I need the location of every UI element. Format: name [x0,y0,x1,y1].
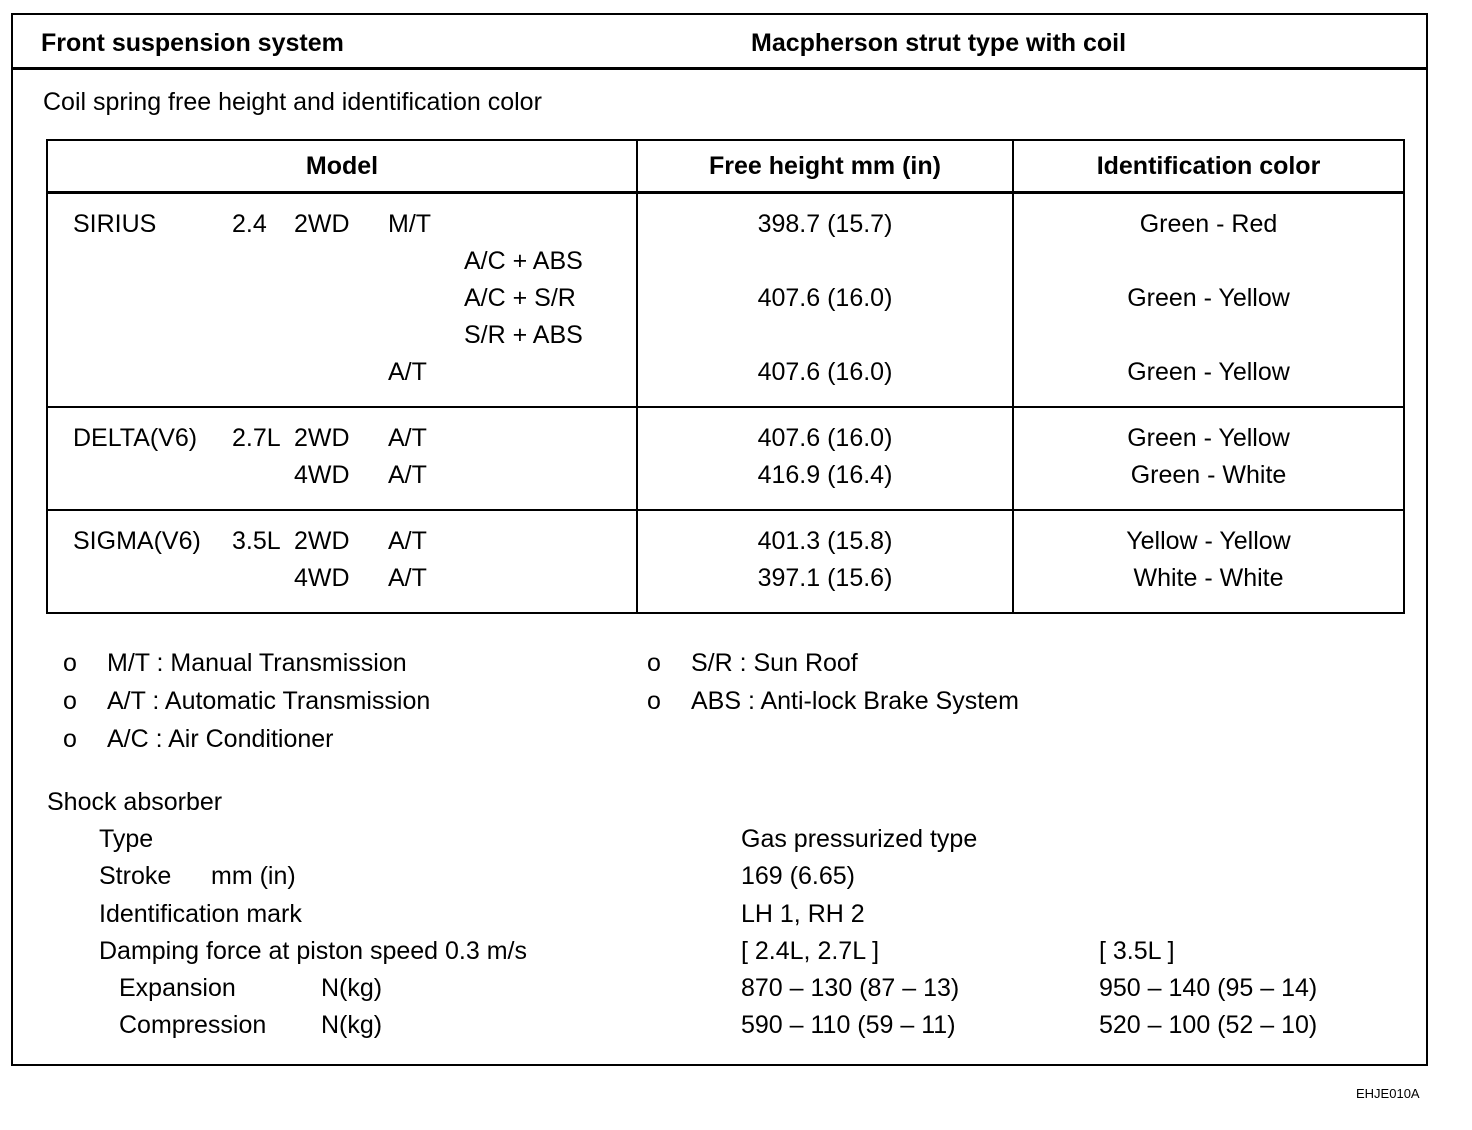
table-row [47,193,1404,408]
mark-value: LH 1, RH 2 [741,900,865,928]
model-engine: 3.5L [232,527,281,555]
damping-col1-header: [ 2.4L, 2.7L ] [741,937,880,965]
coil-spring-table [46,139,1405,614]
legend-text: A/T : Automatic Transmission [107,687,431,715]
identification-color-value [1014,243,1403,280]
shock-type-value: Gas pressurized type [741,825,978,853]
free-height-value [638,317,1012,354]
free-height-value: 407.6 (16.0) [757,358,893,386]
model-transmission: A/T [388,461,427,489]
model-transmission: A/T [388,358,427,386]
bullet: o [63,649,77,677]
legend-text: S/R : Sun Roof [691,649,858,677]
identification-color-cell [1013,193,1404,408]
stroke-label: Stroke [99,862,172,890]
model-cell [47,510,637,613]
identification-color-cell [1013,407,1404,510]
model-line [48,354,636,391]
identification-color-value: Green - Yellow [1127,424,1290,452]
model-line [48,560,636,597]
identification-color-value: White - White [1133,564,1284,592]
free-height-value: 407.6 (16.0) [757,424,893,452]
bullet: o [63,687,77,715]
model-line [48,280,636,317]
model-option: A/C + ABS [464,247,583,275]
legend-text: ABS : Anti-lock Brake System [691,687,1019,715]
model-transmission: M/T [388,210,432,238]
expansion-value-1: 870 – 130 (87 – 13) [741,974,960,1002]
model-line [48,420,636,457]
bullet: o [647,649,661,677]
model-drive: 4WD [294,564,350,592]
damping-label: Damping force at piston speed 0.3 m/s [99,937,528,965]
free-height-cell [637,193,1013,408]
model-cell [47,407,637,510]
free-height-value [638,243,1012,280]
section-title: Front suspension system [41,29,344,57]
spec-frame [11,13,1428,1066]
identification-color-value [1014,317,1403,354]
table-header-row [47,140,1404,193]
column-header: Free height mm (in) [637,140,1013,193]
free-height-value: 416.9 (16.4) [757,461,893,489]
column-header: Model [47,140,637,193]
stroke-value: 169 (6.65) [741,862,855,890]
identification-color-value: Green - Red [1139,210,1278,238]
model-drive: 4WD [294,461,350,489]
free-height-value: 407.6 (16.0) [757,284,893,312]
model-drive: 2WD [294,424,350,452]
model-option: A/C + S/R [464,284,576,312]
free-height-value: 397.1 (15.6) [757,564,893,592]
model-name: SIRIUS [73,210,157,238]
expansion-value-2: 950 – 140 (95 – 14) [1099,974,1318,1002]
shock-type-label: Type [99,825,154,853]
bullet: o [63,725,77,753]
compression-value-1: 590 – 110 (59 – 11) [741,1011,956,1039]
model-line [48,206,636,243]
header-bar [13,15,1426,70]
model-engine: 2.4 [232,210,267,238]
compression-value-2: 520 – 100 (52 – 10) [1099,1011,1318,1039]
table-caption: Coil spring free height and identification color [43,88,542,116]
free-height-cell [637,407,1013,510]
model-transmission: A/T [388,564,427,592]
section-subtitle: Macpherson strut type with coil [751,29,1127,57]
model-name: SIGMA(V6) [73,527,201,555]
legend-text: M/T : Manual Transmission [107,649,407,677]
model-option: S/R + ABS [464,321,583,349]
table-row [47,407,1404,510]
free-height-value: 401.3 (15.8) [757,527,893,555]
model-name: DELTA(V6) [73,424,198,452]
column-header: Identification color [1013,140,1404,193]
bullet: o [647,687,661,715]
compression-label: Compression [119,1011,267,1039]
identification-color-value: Green - Yellow [1127,284,1290,312]
legend-text: A/C : Air Conditioner [107,725,334,753]
mark-label: Identification mark [99,900,302,928]
model-transmission: A/T [388,424,427,452]
identification-color-value: Green - White [1130,461,1287,489]
stroke-unit: mm (in) [211,862,296,890]
model-line [48,243,636,280]
table-row [47,510,1404,613]
free-height-value: 398.7 (15.7) [757,210,893,238]
identification-color-cell [1013,510,1404,613]
identification-color-value: Yellow - Yellow [1126,527,1291,555]
model-engine: 2.7L [232,424,281,452]
figure-code: EHJE010A [1356,1086,1420,1101]
expansion-label: Expansion [119,974,236,1002]
model-line [48,457,636,494]
identification-color-value: Green - Yellow [1127,358,1290,386]
model-line [48,317,636,354]
free-height-cell [637,510,1013,613]
model-transmission: A/T [388,527,427,555]
model-line [48,523,636,560]
model-drive: 2WD [294,527,350,555]
model-drive: 2WD [294,210,350,238]
damping-col2-header: [ 3.5L ] [1099,937,1175,965]
compression-unit: N(kg) [321,1011,383,1039]
shock-title: Shock absorber [47,788,223,816]
model-cell [47,193,637,408]
expansion-unit: N(kg) [321,974,383,1002]
